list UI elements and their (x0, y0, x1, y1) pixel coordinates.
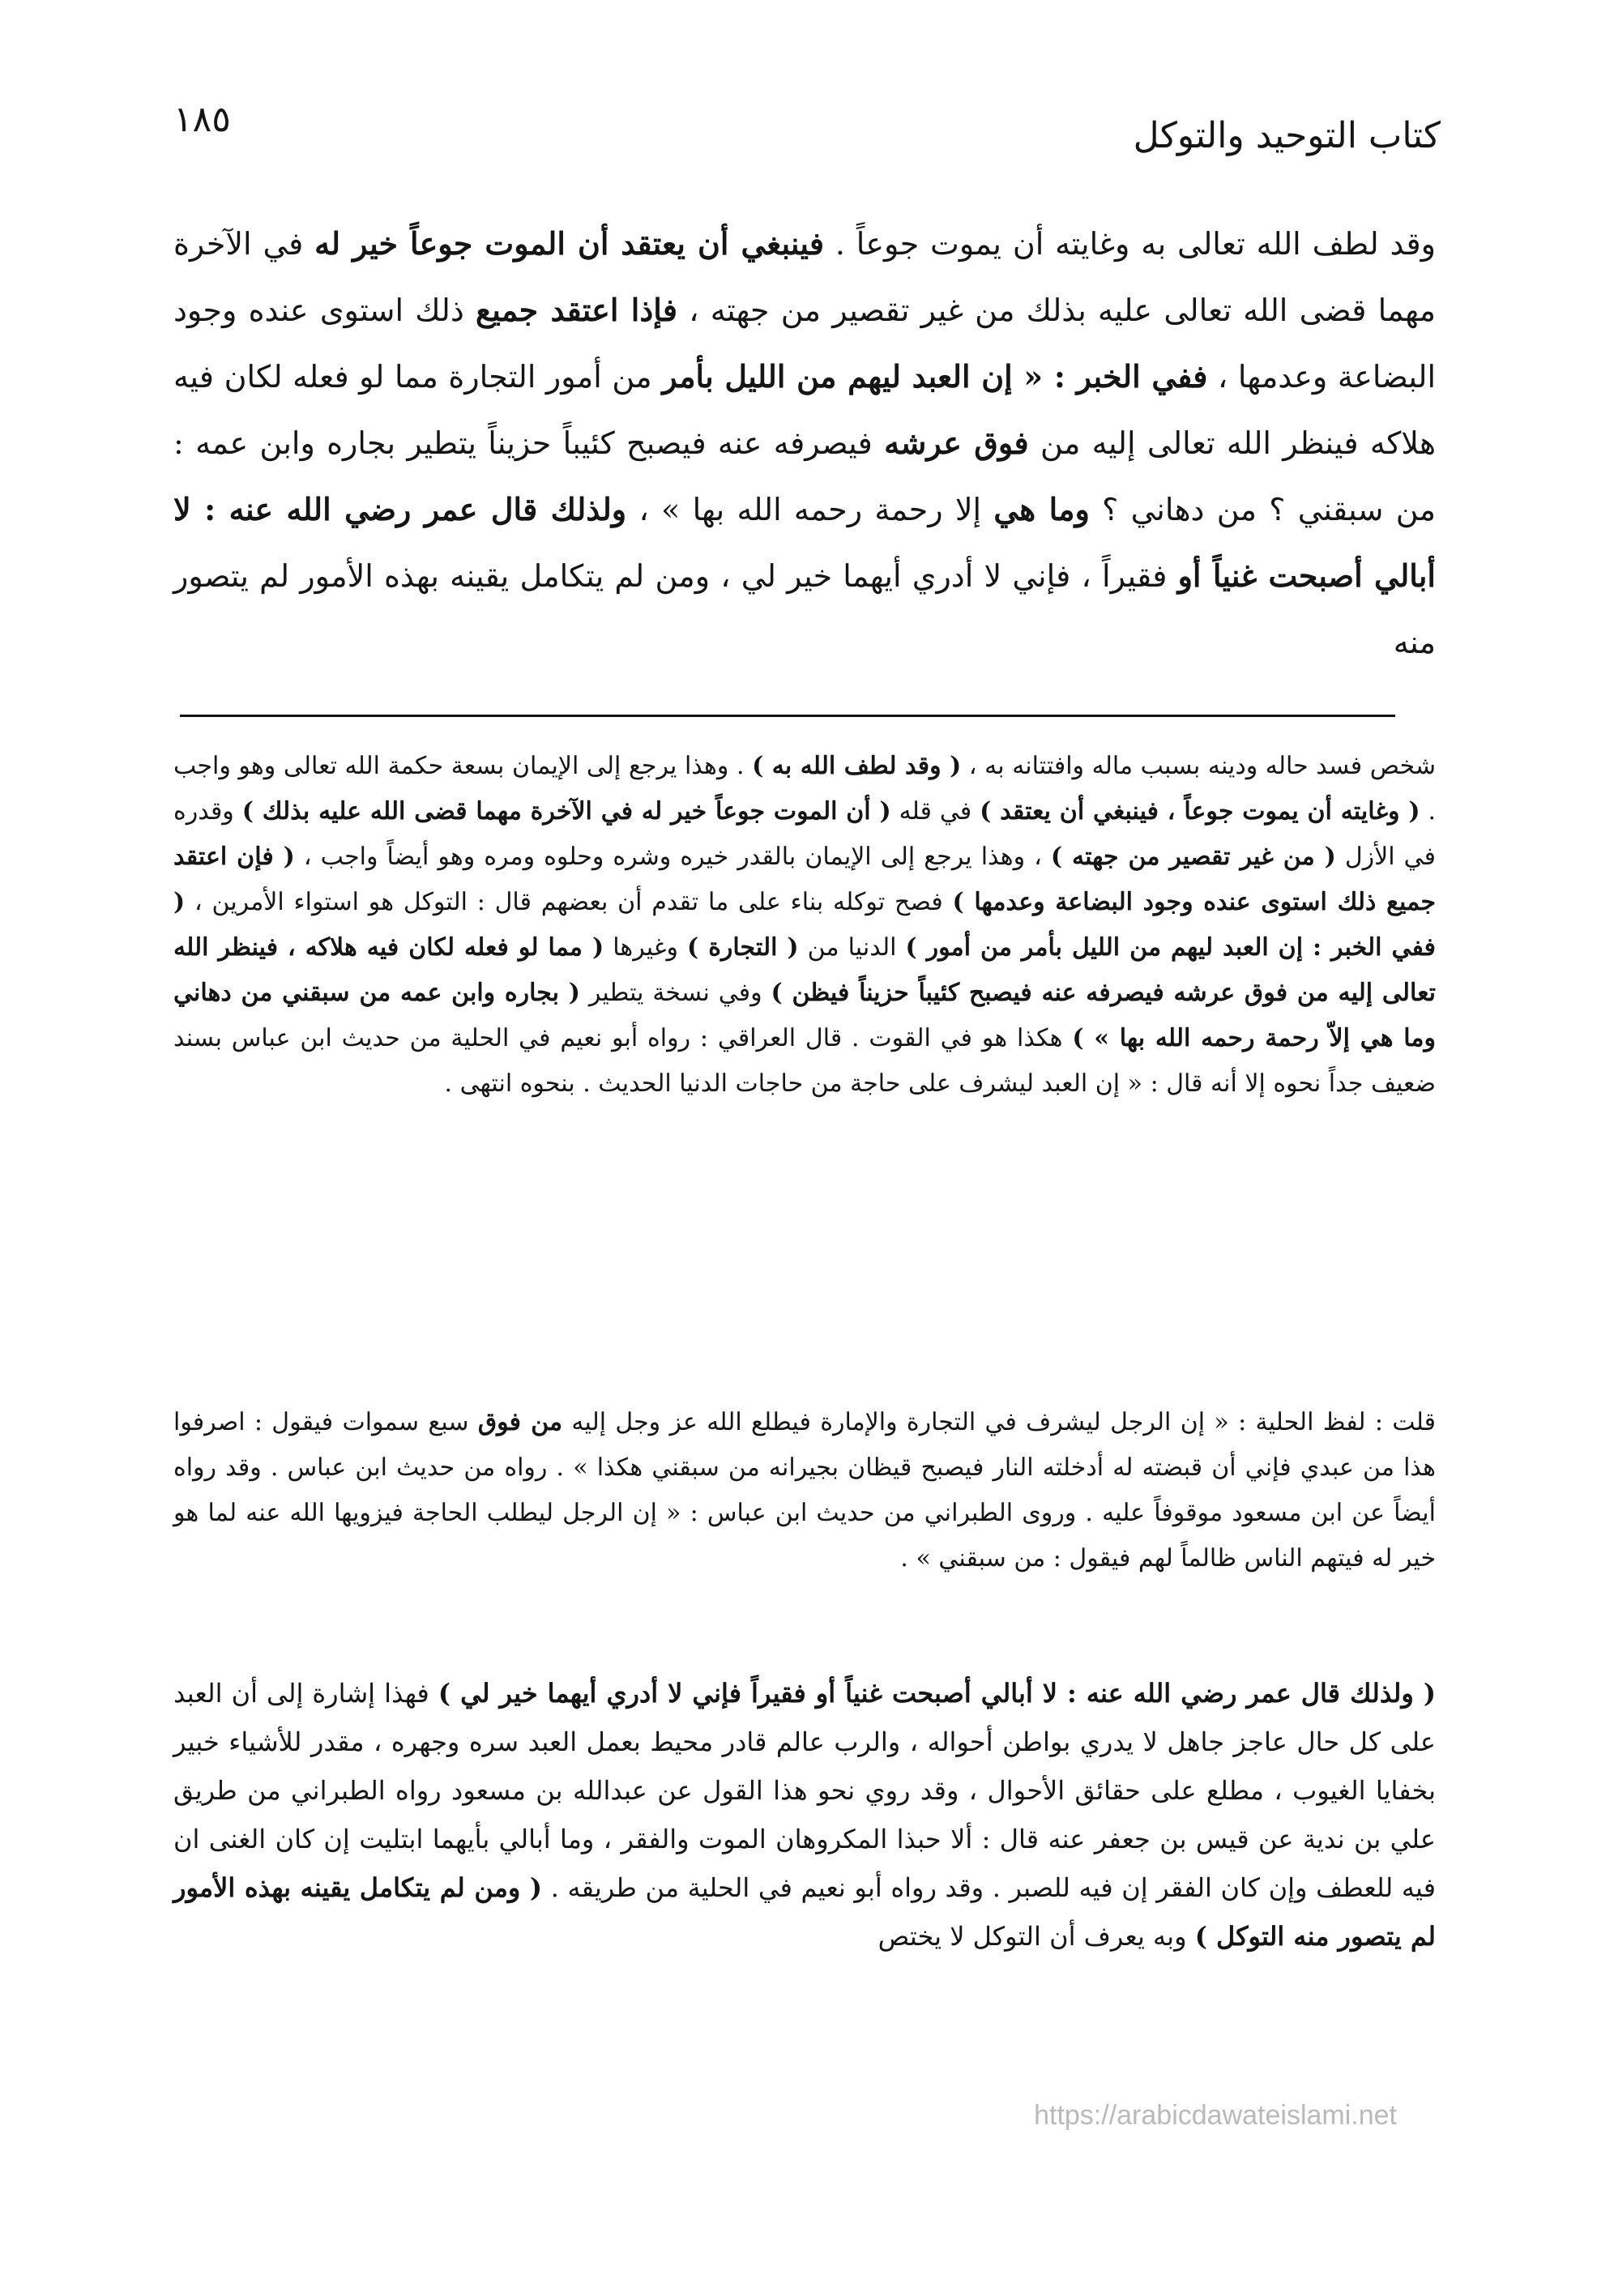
commentary-quote-2: ( وغايته أن يموت جوعاً ، فينبغي أن يعتقد ) (980, 797, 1420, 826)
main-line-2-bold: فإذا اعتقد جميع (476, 292, 677, 328)
commentary-text-7: الدنيا من (798, 933, 906, 962)
explanation-text-2: وبه يعرف أن التوكل لا يختص (877, 1921, 1195, 1952)
note-text-1: قلت : لفظ الحلية : « إن الرجل ليشرف في التجارة والإمارة فيطلع الله عز وجل إليه (562, 1408, 1437, 1436)
commentary-quote-5: ( فإن اعتقد جميع ذلك استوى عنده وجود البضاعة وعدمها ) (173, 843, 1436, 916)
section-divider (180, 715, 1395, 717)
main-line-5: فيصرفه عنه فيصبح كئيباً حزيناً يتطير بجاره وابن عمه : من سبقني ؟ من دهاني ؟ (173, 425, 1437, 527)
explanation-quote-2: ( ومن لم يتكامل يقينه بهذه الأمور لم يتصور منه التوكل ) (173, 1872, 1436, 1952)
note-bold-1: من فوق (477, 1408, 563, 1436)
main-line-1-bold: فينبغي أن يعتقد أن الموت جوعاً خير له (314, 225, 825, 262)
commentary-text-10: هكذا هو في القوت . قال العراقي : رواه أبو نعيم في الحلية من حديث ابن عباس بسند ضعيف جداً نحوه إلا أنه قال : « إن العبد ليشرف على حاجة من حاجات الدنيا الحديث . بنحوه انتهى . (173, 1024, 1436, 1098)
commentary-quote-8: ( مما لو فعله لكان فيه هلاكه ، فينظر الله تعالى إليه من فوق عرشه فيصرفه عنه فيصبح كئيباً حزيناً فيظن ) (173, 933, 1437, 1007)
main-line-2: في الآخرة مهما قضى الله تعالى عليه بذلك من غير تقصير من جهته ، (173, 226, 1436, 328)
commentary-quote-1: ( وقد لطف الله به ) (752, 752, 962, 780)
commentary-text-9: وفي نسخة يتطير (579, 979, 771, 1007)
explanation-text-1: فهذا إشارة إلى أن العبد على كل حال عاجز جاهل لا يدري بواطن أحواله ، والرب عالم قادر محيط بعمل العبد سره وجهره ، مقدر للأشياء خبير بخفايا الغيوب ، مطلع على حقائق الأحوال ، وقد روي نحو هذا القول عن عبدالله بن مسعود رواه الطبراني من طريق علي بن ندية عن قيس بن جعفر عنه قال : ألا حبذا المكروهان الموت والفقر ، وما أبالي بأيهما ابتليت إن كان الغنى ان فيه للعطف وإن كان الفقر إن فيه للصبر . وقد رواه أبو نعيم في الحلية من طريقه . (173, 1678, 1437, 1903)
page-number: ١٨٥ (173, 99, 231, 140)
running-header (173, 96, 1441, 169)
explanation-text (173, 1669, 1436, 1961)
commentary-paragraph (173, 744, 1436, 1107)
commentary-text-4: وقدره في الأزل (173, 797, 1436, 871)
commentary-text (173, 744, 1436, 1107)
commentary-text-6: فصح توكله بناء على ما تقدم أن بعضهم قال : التوكل هو استواء الأمرين ، (185, 888, 953, 916)
note-paragraph (173, 1400, 1436, 1581)
main-line-3: ذلك استوى عنده وجود البضاعة وعدمها ، (173, 292, 1437, 395)
main-text (173, 211, 1436, 676)
main-line-6: إلا رحمة رحمه الله بها » ، (626, 492, 994, 527)
explanation-quote-1: ( ولذلك قال عمر رضي الله عنه : لا أبالي أصبحت غنياً أو فقيراً فإني لا أدري أيهما خير لي ) (438, 1678, 1437, 1709)
main-line-6-bold: ولذلك قال عمر رضي الله عنه : لا أبالي أصبحت غنياً أو (173, 491, 1436, 594)
main-line-5-bold: وما هي (993, 491, 1090, 527)
book-title: كتاب التوحيد والتوكل (1133, 115, 1441, 156)
main-line-4-bold: فوق عرشه (884, 425, 1029, 461)
main-text-paragraph (173, 211, 1436, 676)
note-text (173, 1400, 1436, 1581)
watermark-url: https://arabicdawateislami.net (1034, 2100, 1397, 2131)
main-line-3-bold: ففي الخبر : « إن العبد ليهم من الليل بأمر (662, 358, 1208, 395)
commentary-quote-7: ( التجارة ) (687, 933, 799, 962)
explanation-paragraph (173, 1669, 1436, 1961)
commentary-quote-6: ( ففي الخبر : إن العبد ليهم من الليل بأمر من أمور ) (173, 888, 1436, 962)
commentary-text-8: وغيرها (604, 933, 688, 962)
main-line-1: وقد لطف الله تعالى به وغايته أن يموت جوعاً . (824, 226, 1436, 262)
commentary-text-2: . وهذا يرجع إلى الإيمان بسعة حكمة الله تعالى وهو واجب . (173, 752, 1437, 826)
main-line-7: فقيراً ، فإني لا أدري أيهما خير لي ، ومن لم يتكامل يقينه بهذه الأمور لم يتصور منه (173, 558, 1436, 660)
commentary-text-5: ، وهذا يرجع إلى الإيمان بالقدر خيره وشره وحلوه ومره وهو أيضاً واجب ، (294, 843, 1051, 871)
note-text-2: سبع سموات فيقول : اصرفوا هذا من عبدي فإني أن قبضته له أدخلته النار فيصبح قيظان بجيرانه من سبقني هكذا » . رواه من حديث ابن عباس . وقد رواه أيضاً عن ابن مسعود موقوفاً عليه . وروى الطبراني من حديث ابن عباس : « إن الرجل ليطلب الحاجة فيزويها الله عنه لما هو خير له فيتهم الناس ظالماً لهم فيقول : من سبقني » . (173, 1408, 1436, 1573)
commentary-quote-4: ( من غير تقصير من جهته ) (1050, 843, 1336, 871)
commentary-quote-3: ( أن الموت جوعاً خير له في الآخرة مهما قضى الله عليه بذلك ) (241, 797, 891, 826)
commentary-quote-9: ( بجاره وابن عمه من سبقني من دهاني وما هي إلاّ رحمة رحمه الله بها » ) (173, 979, 1436, 1052)
commentary-text-1: شخص فسد حاله ودينه بسبب ماله وافتتانه به ، (961, 752, 1436, 780)
commentary-text-3: في قله (890, 797, 980, 826)
main-line-4: من أمور التجارة مما لو فعله لكان فيه هلاكه فينظر الله تعالى إليه من (173, 359, 1436, 461)
